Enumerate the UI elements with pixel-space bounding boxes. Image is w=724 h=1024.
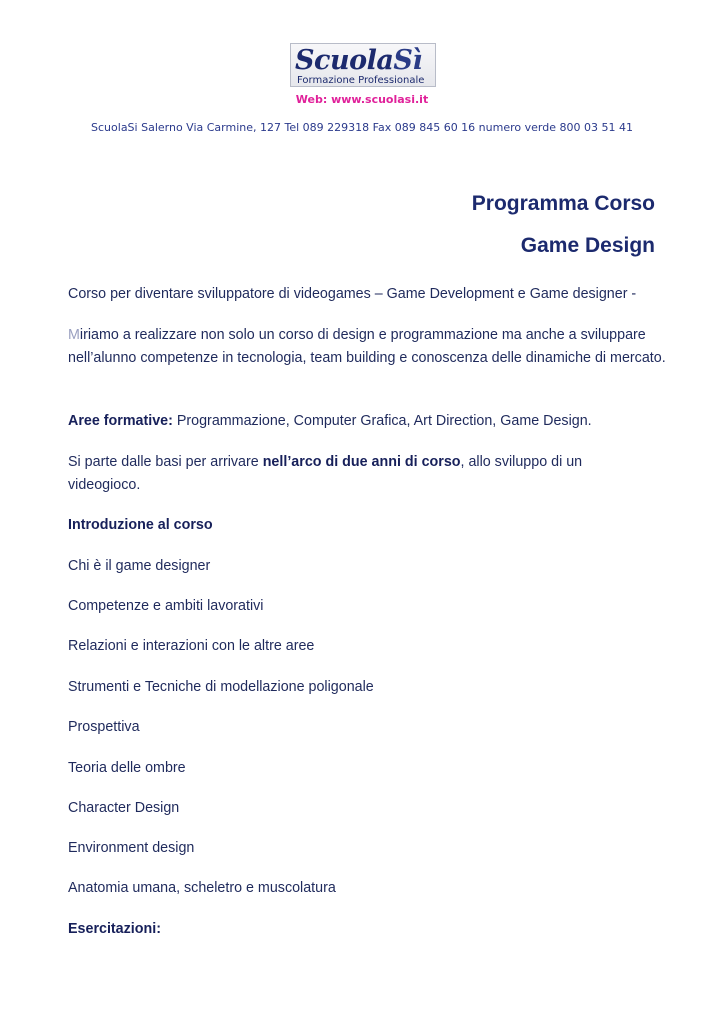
course-duration-paragraph: Si parte dalle basi per arrivare nell’arco di due anni di corso, allo sviluppo di un videogioco. <box>68 454 583 493</box>
list-item: Competenze e ambiti lavorativi <box>68 598 264 614</box>
contact-address: ScuolaSi Salerno Via Carmine, 127 Tel 089 229318 Fax 089 845 60 16 numero verde 800 03 51 41 <box>91 121 633 134</box>
aree-formative: Aree formative: Programmazione, Computer Grafica, Art Direction, Game Design. <box>68 413 592 429</box>
list-item: Strumenti e Tecniche di modellazione poligonale <box>68 679 374 695</box>
list-item: Character Design <box>68 800 180 816</box>
logo-subtitle: Formazione Professionale <box>297 75 425 86</box>
drop-cap: M <box>68 327 80 343</box>
section-heading-intro: Introduzione al corso <box>68 517 213 533</box>
list-item: Environment design <box>68 840 195 856</box>
intro-paragraph: Miriamo a realizzare non solo un corso di design e programmazione ma anche a sviluppare nell’alunno competenze in tecnologia, team building e conoscenza delle dinamiche di mercato. <box>68 327 666 366</box>
section-heading-exercises: Esercitazioni: <box>68 921 161 937</box>
course-subtitle: Corso per diventare sviluppatore di videogames – Game Development e Game designer - <box>68 286 637 302</box>
page-title-line2: Game Design <box>520 234 655 257</box>
page-title-line1: Programma Corso <box>471 192 655 215</box>
list-item: Teoria delle ombre <box>68 760 186 776</box>
list-item: Anatomia umana, scheletro e muscolatura <box>68 880 336 896</box>
aree-label: Aree formative: <box>68 413 173 429</box>
logo-wordmark: ScuolaSì <box>295 45 423 76</box>
list-item: Chi è il game designer <box>68 558 211 574</box>
duration-highlight: nell’arco di due anni di corso <box>262 454 461 470</box>
scuolasi-logo <box>290 43 436 87</box>
list-item: Relazioni e interazioni con le altre aree <box>68 638 315 654</box>
website-link[interactable]: Web: www.scuolasi.it <box>295 93 429 106</box>
list-item: Prospettiva <box>68 719 140 735</box>
